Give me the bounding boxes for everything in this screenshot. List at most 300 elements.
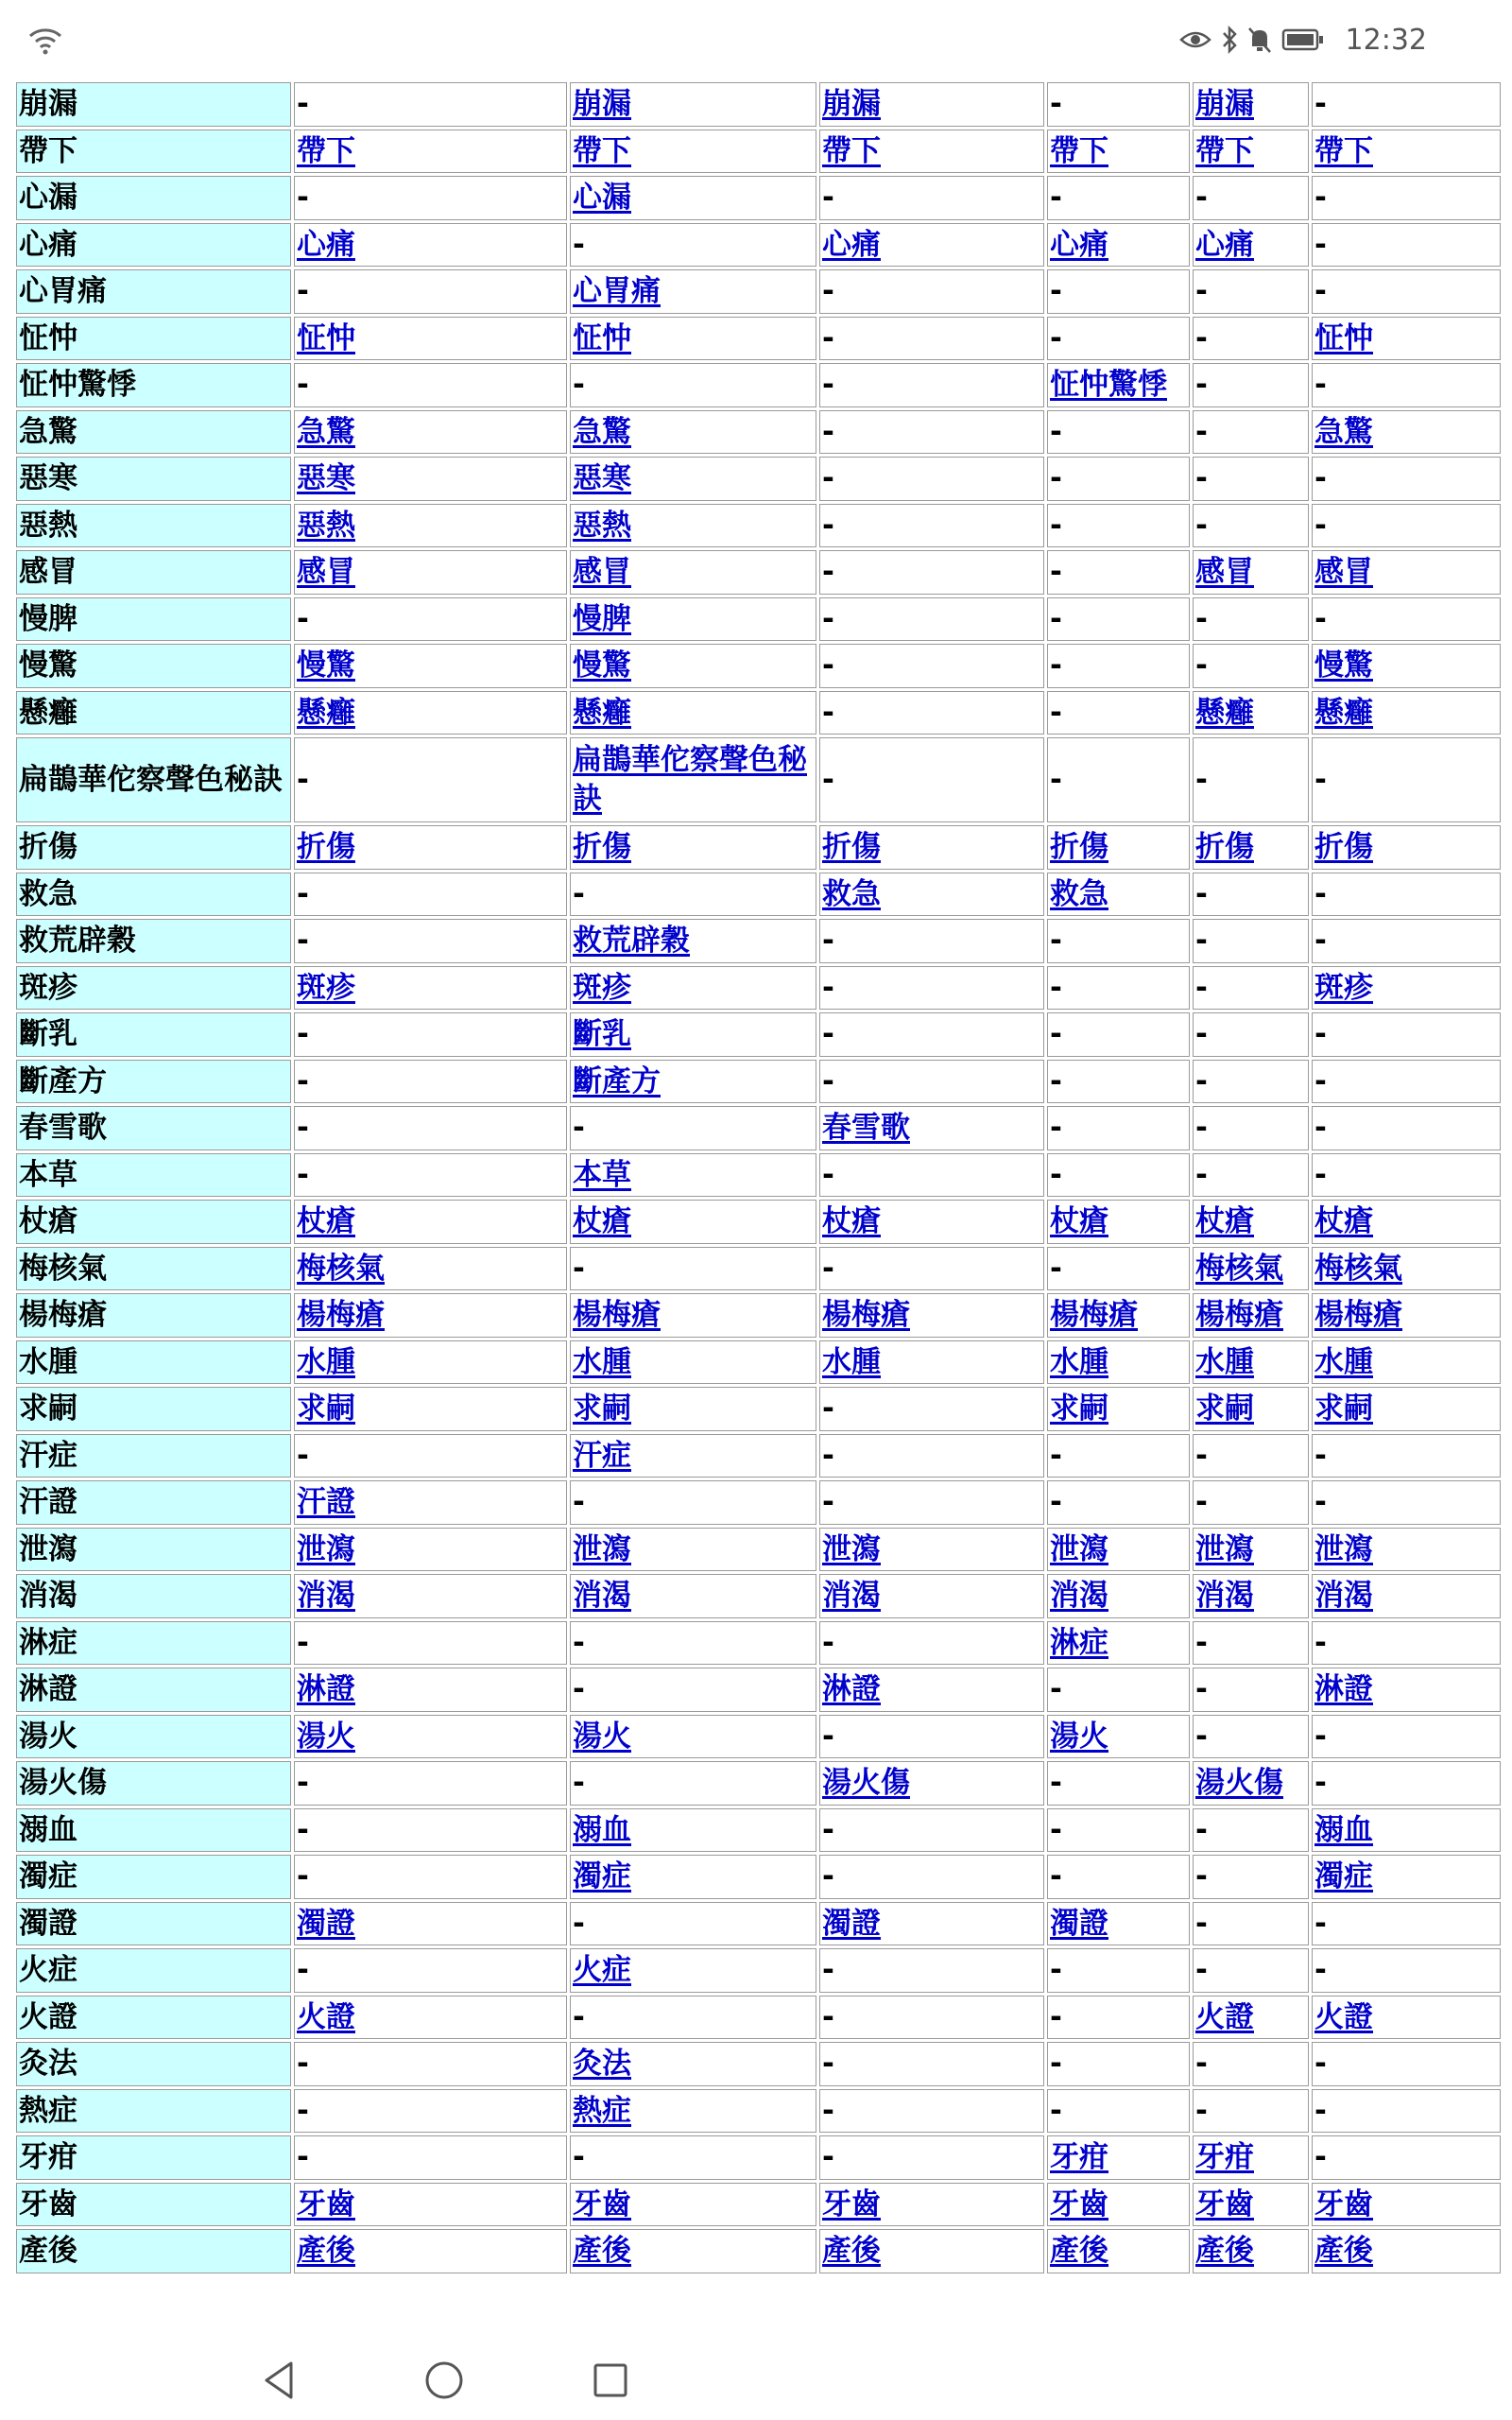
empty-cell-dash: - [822,1953,834,1988]
cell-link[interactable]: 牙齒 [1314,2187,1373,2221]
table-cell [1312,1715,1501,1759]
empty-cell-dash: - [822,1251,834,1286]
row-header: 求嗣 [16,1387,291,1431]
cell-link[interactable]: 楊梅瘡 [297,1298,385,1333]
empty-cell-dash: - [1050,555,1062,590]
table-cell [1193,317,1309,361]
table-cell [1312,644,1501,688]
table-cell [570,1060,816,1104]
table-cell [1047,1621,1190,1666]
cell-link[interactable]: 斑疹 [1314,970,1373,1005]
table-cell [570,1293,816,1338]
cell-link[interactable]: 求嗣 [1195,1392,1254,1426]
cell-link[interactable]: 怔忡驚悸 [1050,368,1167,403]
empty-cell-dash: - [297,1812,309,1847]
table-cell [1193,2042,1309,2086]
table-cell [1047,457,1190,501]
cell-link[interactable]: 懸癰 [297,695,355,730]
cell-link[interactable]: 心痛 [1050,227,1108,262]
table-cell [1312,269,1501,314]
cell-link[interactable]: 感冒 [573,555,631,590]
cell-link[interactable]: 淋證 [822,1672,881,1707]
empty-cell-dash: - [822,274,834,309]
table-cell [819,1668,1044,1712]
table-cell [1312,1480,1501,1525]
cell-link[interactable]: 產後 [1314,2234,1373,2269]
cell-link[interactable]: 汗證 [297,1485,355,1520]
cell-link[interactable]: 折傷 [822,830,881,865]
empty-cell-dash: - [1195,601,1208,636]
cell-link[interactable]: 梅核氣 [1314,1251,1402,1286]
empty-cell-dash: - [1050,1251,1062,1286]
cell-link[interactable]: 惡寒 [297,461,355,496]
table-cell [570,1808,816,1853]
empty-cell-dash: - [573,1906,585,1941]
table-cell [570,1106,816,1150]
table-cell [1193,410,1309,455]
table-cell [1312,1387,1501,1431]
cell-link[interactable]: 折傷 [297,830,355,865]
cell-link[interactable]: 湯火 [297,1719,355,1754]
table-cell [1047,130,1190,174]
table-cell [819,873,1044,917]
cell-link[interactable]: 消渴 [1314,1579,1373,1614]
table-cell [819,2135,1044,2180]
empty-cell-dash: - [297,1063,309,1098]
cell-link[interactable]: 感冒 [1314,555,1373,590]
empty-cell-dash: - [297,1625,309,1660]
home-icon[interactable] [416,2352,472,2409]
table-cell [294,1668,567,1712]
empty-cell-dash: - [1195,1812,1208,1847]
empty-cell-dash: - [1195,1906,1208,1941]
row-header: 心痛 [16,223,291,268]
row-header: 梅核氣 [16,1247,291,1291]
table-row [16,1480,1501,1525]
table-cell [570,1387,816,1431]
empty-cell-dash: - [1314,1157,1327,1192]
cell-link[interactable]: 牙疳 [1050,2140,1108,2175]
cell-link[interactable]: 帶下 [573,133,631,168]
cell-link[interactable]: 慢驚 [1314,648,1373,683]
cell-link[interactable]: 火證 [1314,1999,1373,2034]
table-cell [570,737,816,822]
cell-link[interactable]: 牙疳 [1195,2140,1254,2175]
empty-cell-dash: - [822,461,834,496]
table-cell [1312,2229,1501,2273]
cell-link[interactable]: 湯火傷 [1195,1766,1283,1801]
empty-cell-dash: - [1314,924,1327,959]
empty-cell-dash: - [822,601,834,636]
cell-link[interactable]: 感冒 [1195,555,1254,590]
cell-link[interactable]: 折傷 [1050,830,1108,865]
table-cell [819,966,1044,1011]
table-row [16,737,1501,822]
cell-link[interactable]: 怔忡 [297,320,355,355]
empty-cell-dash: - [1314,2047,1327,2082]
table-cell [294,269,567,314]
cell-link[interactable]: 消渴 [1195,1579,1254,1614]
cell-link[interactable]: 熱症 [573,2093,631,2128]
empty-cell-dash: - [1195,368,1208,403]
cell-link[interactable]: 淋證 [1314,1672,1373,1707]
table-row [16,597,1501,642]
cell-link[interactable]: 消渴 [297,1579,355,1614]
cell-link[interactable]: 楊梅瘡 [1195,1298,1283,1333]
cell-link[interactable]: 帶下 [1195,133,1254,168]
cell-link[interactable]: 濁證 [297,1906,355,1941]
row-header: 救急 [16,873,291,917]
cell-link[interactable]: 感冒 [297,555,355,590]
cell-link[interactable]: 慢脾 [573,601,631,636]
table-row [16,919,1501,963]
table-cell [819,2229,1044,2273]
cell-link[interactable]: 急驚 [297,414,355,449]
table-cell [1312,223,1501,268]
cell-link[interactable]: 急驚 [573,414,631,449]
table-cell [294,1528,567,1572]
table-cell [1312,363,1501,407]
table-cell [1193,2135,1309,2180]
table-cell [1193,1060,1309,1104]
table-cell [294,1434,567,1478]
cell-link[interactable]: 產後 [822,2234,881,2269]
row-header: 汗症 [16,1434,291,1478]
empty-cell-dash: - [1195,1719,1208,1754]
cell-link[interactable]: 杖瘡 [1314,1204,1373,1239]
cell-link[interactable]: 杖瘡 [573,1204,631,1239]
cell-link[interactable]: 產後 [573,2234,631,2269]
cell-link[interactable]: 斷乳 [573,1017,631,1052]
empty-cell-dash: - [1050,1999,1062,2034]
cell-link[interactable]: 泄瀉 [822,1531,881,1566]
empty-cell-dash: - [1314,1766,1327,1801]
row-header: 火證 [16,1996,291,2040]
row-header: 懸癰 [16,691,291,735]
cell-link[interactable]: 濁證 [822,1906,881,1941]
empty-cell-dash: - [297,762,309,797]
cell-link[interactable]: 慢驚 [573,648,631,683]
cell-link[interactable]: 溺血 [573,1812,631,1847]
cell-link[interactable]: 怔忡 [573,320,631,355]
cell-link[interactable]: 泄瀉 [1195,1531,1254,1566]
cell-link[interactable]: 楊梅瘡 [1050,1298,1138,1333]
cell-link[interactable]: 濁症 [573,1859,631,1894]
cell-link[interactable]: 產後 [297,2234,355,2269]
table-row [16,457,1501,501]
cell-link[interactable]: 杖瘡 [1050,1204,1108,1239]
table-cell [294,1855,567,1899]
table-cell [1312,1621,1501,1666]
table-row [16,1293,1501,1338]
empty-cell-dash: - [297,924,309,959]
table-cell [1193,1480,1309,1525]
table-cell [1047,1902,1190,1946]
cell-link[interactable]: 慢驚 [297,648,355,683]
table-row [16,223,1501,268]
cell-link[interactable]: 崩漏 [573,87,631,122]
cell-link[interactable]: 惡熱 [297,508,355,543]
table-cell [1312,1060,1501,1104]
cell-link[interactable]: 杖瘡 [1195,1204,1254,1239]
cell-link[interactable]: 水腫 [1314,1344,1373,1379]
cell-link[interactable]: 心痛 [1195,227,1254,262]
cell-link[interactable]: 淋證 [297,1672,355,1707]
cell-link[interactable]: 產後 [1195,2234,1254,2269]
table-row [16,644,1501,688]
cell-link[interactable]: 帶下 [1050,133,1108,168]
table-cell [294,1012,567,1057]
recents-icon[interactable] [582,2352,639,2409]
table-cell [1047,317,1190,361]
row-header: 崩漏 [16,82,291,127]
cell-link[interactable]: 帶下 [297,133,355,168]
empty-cell-dash: - [822,2093,834,2128]
table-row [16,1106,1501,1150]
cell-link[interactable]: 急驚 [1314,414,1373,449]
table-cell [1193,1200,1309,1244]
cell-link[interactable]: 心胃痛 [573,274,661,309]
cell-link[interactable]: 折傷 [1195,830,1254,865]
empty-cell-dash: - [1050,1672,1062,1707]
empty-cell-dash: - [1050,1766,1062,1801]
table-cell [294,317,567,361]
row-header: 楊梅瘡 [16,1293,291,1338]
row-header: 斷乳 [16,1012,291,1057]
empty-cell-dash: - [822,1017,834,1052]
row-header: 本草 [16,1153,291,1198]
mute-icon [1247,26,1272,54]
empty-cell-dash: - [1050,762,1062,797]
table-cell [1312,410,1501,455]
back-icon[interactable] [251,2352,308,2409]
cell-link[interactable]: 楊梅瘡 [822,1298,910,1333]
cell-link[interactable]: 斑疹 [573,970,631,1005]
cell-link[interactable]: 水腫 [1195,1344,1254,1379]
table-cell [819,1808,1044,1853]
table-cell [570,2042,816,2086]
cell-link[interactable]: 火證 [297,1999,355,2034]
table-row [16,410,1501,455]
cell-link[interactable]: 帶下 [1314,133,1373,168]
cell-link[interactable]: 泄瀉 [573,1531,631,1566]
empty-cell-dash: - [822,1392,834,1426]
row-header: 扁鵲華佗察聲色秘訣 [16,737,291,822]
table-cell [294,1153,567,1198]
empty-cell-dash: - [1314,1063,1327,1098]
empty-cell-dash: - [1195,414,1208,449]
table-cell [819,1621,1044,1666]
table-cell [1312,1902,1501,1946]
cell-link[interactable]: 惡寒 [573,461,631,496]
cell-link[interactable]: 消渴 [1050,1579,1108,1614]
empty-cell-dash: - [1195,181,1208,216]
table-row [16,825,1501,870]
cell-link[interactable]: 消渴 [573,1579,631,1614]
cell-link[interactable]: 求嗣 [573,1392,631,1426]
empty-cell-dash: - [822,1063,834,1098]
table-cell [294,1621,567,1666]
table-cell [1312,176,1501,220]
cell-link[interactable]: 折傷 [573,830,631,865]
table-cell [1047,1480,1190,1525]
cell-link[interactable]: 懸癰 [1195,695,1254,730]
cell-link[interactable]: 救急 [822,876,881,911]
cell-link[interactable]: 心痛 [822,227,881,262]
cell-link[interactable]: 扁鵲華佗察聲色秘訣 [573,743,807,816]
empty-cell-dash: - [1195,1859,1208,1894]
table-row [16,1996,1501,2040]
empty-cell-dash: - [822,2140,834,2175]
cell-link[interactable]: 牙齒 [822,2187,881,2221]
table-cell [570,550,816,595]
cell-link[interactable]: 牙齒 [1195,2187,1254,2221]
table-cell [1312,873,1501,917]
empty-cell-dash: - [1195,762,1208,797]
table-cell [1047,1153,1190,1198]
cell-link[interactable]: 汗症 [573,1438,631,1473]
table-cell [1047,1247,1190,1291]
row-header: 心胃痛 [16,269,291,314]
table-cell [294,1761,567,1806]
cell-link[interactable]: 崩漏 [1195,87,1254,122]
empty-cell-dash: - [1050,1438,1062,1473]
cell-link[interactable]: 求嗣 [1050,1392,1108,1426]
cell-link[interactable]: 淋症 [1050,1625,1108,1660]
table-cell [570,130,816,174]
table-cell [1193,130,1309,174]
cell-link[interactable]: 楊梅瘡 [1314,1298,1402,1333]
cell-link[interactable]: 產後 [1050,2234,1108,2269]
empty-cell-dash: - [822,648,834,683]
cell-link[interactable]: 杖瘡 [822,1204,881,1239]
table-cell [570,1200,816,1244]
table-cell [1193,691,1309,735]
cell-link[interactable]: 牙齒 [297,2187,355,2221]
cell-link[interactable]: 斷產方 [573,1063,661,1098]
empty-cell-dash: - [822,1859,834,1894]
table-cell [294,1200,567,1244]
cell-link[interactable]: 火症 [573,1953,631,1988]
cell-link[interactable]: 溺血 [1314,1812,1373,1847]
table-row [16,1247,1501,1291]
cell-link[interactable]: 湯火 [573,1719,631,1754]
cell-link[interactable]: 求嗣 [1314,1392,1373,1426]
cell-link[interactable]: 帶下 [822,133,881,168]
cell-link[interactable]: 楊梅瘡 [573,1298,661,1333]
table-cell [570,223,816,268]
table-cell [1193,1715,1309,1759]
row-header: 淋症 [16,1621,291,1666]
table-cell [819,2183,1044,2227]
row-header: 慢驚 [16,644,291,688]
table-cell [294,2135,567,2180]
cell-link[interactable]: 春雪歌 [822,1111,910,1146]
empty-cell-dash: - [1195,1063,1208,1098]
cell-link[interactable]: 崩漏 [822,87,881,122]
empty-cell-dash: - [1195,508,1208,543]
table-cell [1193,1948,1309,1993]
table-cell [1047,2042,1190,2086]
cell-link[interactable]: 湯火 [1050,1719,1108,1754]
cell-link[interactable]: 牙齒 [573,2187,631,2221]
table-cell [1312,457,1501,501]
cell-link[interactable]: 泄瀉 [1050,1531,1108,1566]
table-cell [570,1715,816,1759]
cell-link[interactable]: 泄瀉 [1314,1531,1373,1566]
table-cell [819,2089,1044,2134]
cell-link[interactable]: 湯火傷 [822,1766,910,1801]
empty-cell-dash: - [297,181,309,216]
cell-link[interactable]: 本草 [573,1157,631,1192]
table-cell [1193,363,1309,407]
table-cell [1047,966,1190,1011]
table-cell [294,873,567,917]
table-cell [1047,737,1190,822]
cell-link[interactable]: 濁證 [1050,1906,1108,1941]
cell-link[interactable]: 梅核氣 [1195,1251,1283,1286]
cell-link[interactable]: 惡熱 [573,508,631,543]
table-cell [819,1247,1044,1291]
cell-link[interactable]: 泄瀉 [297,1531,355,1566]
cell-link[interactable]: 水腫 [573,1344,631,1379]
cell-link[interactable]: 消渴 [822,1579,881,1614]
table-cell [1312,691,1501,735]
cell-link[interactable]: 懸癰 [573,695,631,730]
empty-cell-dash: - [1050,1063,1062,1098]
empty-cell-dash: - [1195,274,1208,309]
cell-link[interactable]: 懸癰 [1314,695,1373,730]
table-cell [294,691,567,735]
table-cell [570,597,816,642]
table-cell [294,1060,567,1104]
cell-link[interactable]: 救荒辟穀 [573,924,690,959]
table-cell [819,410,1044,455]
table-row [16,1200,1501,1244]
row-header: 帶下 [16,130,291,174]
cell-link[interactable]: 心漏 [573,181,631,216]
cell-link[interactable]: 折傷 [1314,830,1373,865]
cell-link[interactable]: 杖瘡 [297,1204,355,1239]
cell-link[interactable]: 心痛 [297,227,355,262]
cell-link[interactable]: 水腫 [1050,1344,1108,1379]
row-header: 淋證 [16,1668,291,1712]
cell-link[interactable]: 怔忡 [1314,320,1373,355]
cell-link[interactable]: 梅核氣 [297,1251,385,1286]
table-cell [570,825,816,870]
table-row [16,2089,1501,2134]
table-cell [570,919,816,963]
empty-cell-dash: - [573,1672,585,1707]
table-cell [819,1902,1044,1946]
cell-link[interactable]: 濁症 [1314,1859,1373,1894]
cell-link[interactable]: 火證 [1195,1999,1254,2034]
cell-link[interactable]: 牙齒 [1050,2187,1108,2221]
cell-link[interactable]: 灸法 [573,2047,631,2082]
empty-cell-dash: - [297,1953,309,1988]
empty-cell-dash: - [297,368,309,403]
cell-link[interactable]: 救急 [1050,876,1108,911]
table-cell [1047,1293,1190,1338]
cell-link[interactable]: 水腫 [822,1344,881,1379]
cell-link[interactable]: 水腫 [297,1344,355,1379]
table-cell [294,176,567,220]
table-cell [294,363,567,407]
cell-link[interactable]: 求嗣 [297,1392,355,1426]
table-cell [570,363,816,407]
cell-link[interactable]: 斑疹 [297,970,355,1005]
table-cell [570,873,816,917]
